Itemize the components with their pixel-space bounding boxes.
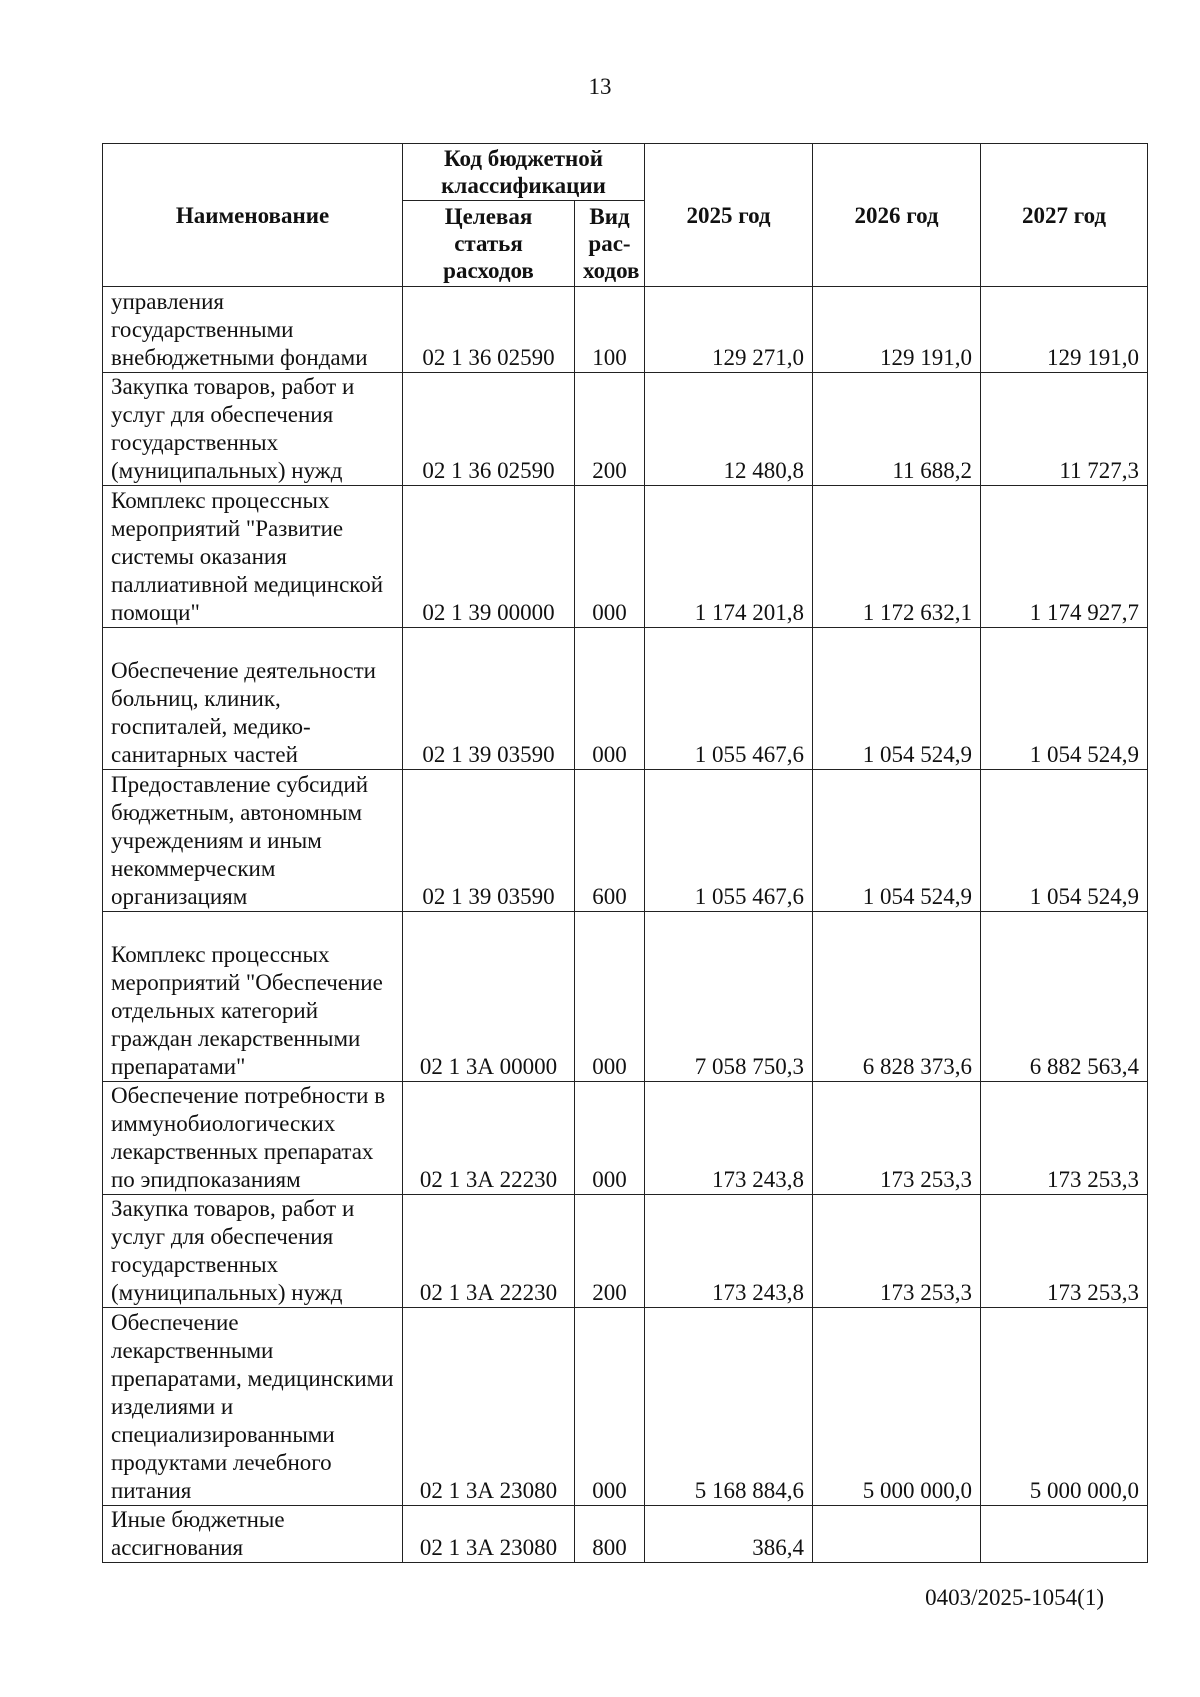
row-name: Иные бюджетные ассигнования — [103, 1506, 403, 1563]
row-name: Комплекс процессных мероприятий "Обеспечение отдельных категорий граждан лекарственными препаратами" — [103, 912, 403, 1082]
row-name: Закупка товаров, работ и услуг для обеспечения государственных (муниципальных) нужд — [103, 1195, 403, 1308]
row-expense-type: 200 — [575, 373, 645, 486]
row-value-2027: 173 253,3 — [981, 1082, 1148, 1195]
header-target-article: Целевая статья расходов — [403, 201, 575, 287]
table-body — [103, 287, 1148, 1563]
row-value-2026: 1 054 524,9 — [813, 628, 981, 770]
table-row — [103, 1308, 1148, 1506]
table-row — [103, 1195, 1148, 1308]
row-value-2025: 173 243,8 — [645, 1082, 813, 1195]
row-value-2027: 11 727,3 — [981, 373, 1148, 486]
row-value-2025: 129 271,0 — [645, 287, 813, 373]
table-row — [103, 628, 1148, 770]
row-name: Закупка товаров, работ и услуг для обеспечения государственных (муниципальных) нужд — [103, 373, 403, 486]
row-expense-type: 600 — [575, 770, 645, 912]
table-row — [103, 770, 1148, 912]
row-value-2025: 7 058 750,3 — [645, 912, 813, 1082]
row-name: Обеспечение лекарственными препаратами, медицинскими изделиями и специализированными продуктами лечебного питания — [103, 1308, 403, 1506]
header-kbk: Код бюджетной классификации — [403, 144, 645, 201]
table-row — [103, 373, 1148, 486]
row-value-2025: 386,4 — [645, 1506, 813, 1563]
row-target-article: 02 1 3А 22230 — [403, 1195, 575, 1308]
table-row — [103, 1082, 1148, 1195]
row-expense-type: 000 — [575, 628, 645, 770]
row-value-2027: 1 054 524,9 — [981, 770, 1148, 912]
row-target-article: 02 1 39 03590 — [403, 628, 575, 770]
row-target-article: 02 1 36 02590 — [403, 287, 575, 373]
row-target-article: 02 1 3А 23080 — [403, 1506, 575, 1563]
row-value-2026: 173 253,3 — [813, 1082, 981, 1195]
row-value-2026: 1 054 524,9 — [813, 770, 981, 912]
budget-table — [102, 143, 1148, 1563]
row-value-2026: 1 172 632,1 — [813, 486, 981, 628]
row-value-2025: 5 168 884,6 — [645, 1308, 813, 1506]
header-name: Наименование — [103, 144, 403, 287]
row-value-2025: 12 480,8 — [645, 373, 813, 486]
row-name: Предоставление субсидий бюджетным, автономным учреждениям и иным некоммерческим организациям — [103, 770, 403, 912]
row-value-2025: 1 055 467,6 — [645, 770, 813, 912]
document-code: 0403/2025-1054(1) — [925, 1585, 1104, 1610]
row-expense-type: 000 — [575, 486, 645, 628]
row-target-article: 02 1 3А 22230 — [403, 1082, 575, 1195]
row-name: Обеспечение потребности в иммунобиологических лекарственных препаратах по эпидпоказаниям — [103, 1082, 403, 1195]
row-expense-type: 000 — [575, 1308, 645, 1506]
row-value-2027: 129 191,0 — [981, 287, 1148, 373]
table-header — [103, 144, 1148, 287]
row-expense-type: 800 — [575, 1506, 645, 1563]
row-value-2027: 173 253,3 — [981, 1195, 1148, 1308]
row-target-article: 02 1 36 02590 — [403, 373, 575, 486]
row-expense-type: 000 — [575, 912, 645, 1082]
row-expense-type: 200 — [575, 1195, 645, 1308]
row-target-article: 02 1 3А 00000 — [403, 912, 575, 1082]
row-target-article: 02 1 3А 23080 — [403, 1308, 575, 1506]
table-row — [103, 1506, 1148, 1563]
row-value-2027: 5 000 000,0 — [981, 1308, 1148, 1506]
row-value-2027 — [981, 1506, 1148, 1563]
row-value-2027: 1 174 927,7 — [981, 486, 1148, 628]
row-target-article: 02 1 39 03590 — [403, 770, 575, 912]
header-expense-type: Вид рас-ходов — [575, 201, 645, 287]
row-value-2025: 173 243,8 — [645, 1195, 813, 1308]
row-value-2025: 1 055 467,6 — [645, 628, 813, 770]
row-value-2026: 129 191,0 — [813, 287, 981, 373]
row-name: Комплекс процессных мероприятий "Развитие системы оказания паллиативной медицинской помощи" — [103, 486, 403, 628]
row-name: управления государственными внебюджетными фондами — [103, 287, 403, 373]
row-target-article: 02 1 39 00000 — [403, 486, 575, 628]
row-value-2026: 6 828 373,6 — [813, 912, 981, 1082]
row-value-2027: 6 882 563,4 — [981, 912, 1148, 1082]
header-2027: 2027 год — [981, 144, 1148, 287]
header-2025: 2025 год — [645, 144, 813, 287]
row-expense-type: 100 — [575, 287, 645, 373]
row-value-2026: 11 688,2 — [813, 373, 981, 486]
row-value-2027: 1 054 524,9 — [981, 628, 1148, 770]
row-value-2025: 1 174 201,8 — [645, 486, 813, 628]
row-value-2026: 5 000 000,0 — [813, 1308, 981, 1506]
table-row — [103, 912, 1148, 1082]
header-2026: 2026 год — [813, 144, 981, 287]
row-name: Обеспечение деятельности больниц, клиник, госпиталей, медико-санитарных частей — [103, 628, 403, 770]
table-row — [103, 486, 1148, 628]
row-expense-type: 000 — [575, 1082, 645, 1195]
row-value-2026 — [813, 1506, 981, 1563]
table-row — [103, 287, 1148, 373]
row-value-2026: 173 253,3 — [813, 1195, 981, 1308]
page-number: 13 — [588, 74, 612, 99]
